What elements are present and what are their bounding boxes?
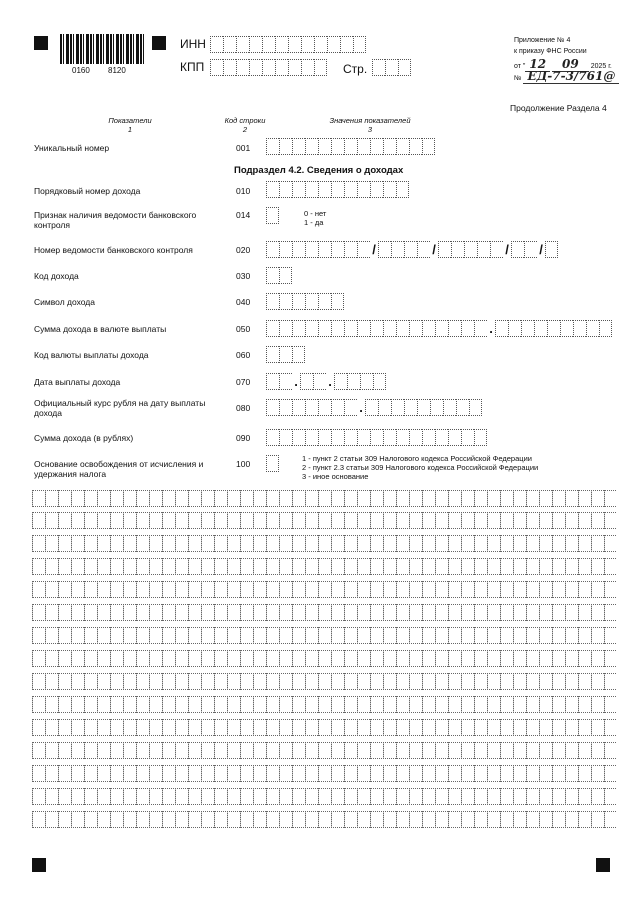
corner-marker-top-left bbox=[34, 36, 48, 50]
row-code-010: 010 bbox=[236, 186, 251, 196]
col-code: Код строки 2 bbox=[224, 116, 266, 134]
row-code-050: 050 bbox=[236, 324, 251, 334]
field-070[interactable]: . . bbox=[266, 373, 386, 390]
inn-label: ИНН bbox=[180, 37, 206, 51]
grid-row[interactable] bbox=[32, 650, 616, 667]
field-020[interactable]: / / / / bbox=[266, 241, 558, 258]
row-label-050: Сумма дохода в валюте выплаты bbox=[34, 324, 167, 334]
barcode bbox=[60, 34, 144, 64]
grid-row[interactable] bbox=[32, 673, 616, 690]
corner-marker-top-right bbox=[152, 36, 166, 50]
appendix-day: 12 bbox=[525, 57, 550, 72]
row-code-070: 070 bbox=[236, 377, 251, 387]
grid-row[interactable] bbox=[32, 604, 616, 621]
field-100[interactable] bbox=[266, 455, 279, 472]
field-090[interactable] bbox=[266, 429, 487, 446]
continuation-label: Продолжение Раздела 4 bbox=[510, 103, 607, 113]
appendix-line-2: к приказу ФНС России bbox=[514, 48, 587, 55]
row-code-020: 020 bbox=[236, 245, 251, 255]
grid-row[interactable] bbox=[32, 788, 616, 805]
row-code-060: 060 bbox=[236, 350, 251, 360]
grid-row[interactable] bbox=[32, 696, 616, 713]
field-050[interactable]: . bbox=[266, 320, 612, 337]
corner-marker-bottom-right bbox=[596, 858, 610, 872]
field-040[interactable] bbox=[266, 293, 344, 310]
inn-field[interactable] bbox=[210, 36, 366, 53]
note-100-2: 3 - иное основание bbox=[302, 472, 369, 481]
unique-number-field[interactable] bbox=[266, 138, 435, 155]
row-label-020: Номер ведомости банковского контроля bbox=[34, 245, 193, 255]
row-code-014: 014 bbox=[236, 210, 251, 220]
row-label-070: Дата выплаты дохода bbox=[34, 377, 121, 387]
field-080[interactable]: . bbox=[266, 399, 482, 416]
note-014-1: 1 - да bbox=[304, 218, 324, 227]
barcode-number-1: 0160 bbox=[72, 66, 90, 75]
row-label-090: Сумма дохода (в рублях) bbox=[34, 433, 134, 443]
row-label-100: Основание освобождения от исчисления и удержания налога bbox=[34, 459, 204, 479]
row-code-100: 100 bbox=[236, 459, 251, 469]
appendix-number: № ЕД-7-3/761@ bbox=[514, 69, 619, 83]
row-label-060: Код валюты выплаты дохода bbox=[34, 350, 149, 360]
grid-row[interactable] bbox=[32, 627, 616, 644]
grid-row[interactable] bbox=[32, 742, 616, 759]
row-label-010: Порядковый номер дохода bbox=[34, 186, 141, 196]
page-field[interactable] bbox=[372, 59, 411, 76]
row-code-040: 040 bbox=[236, 297, 251, 307]
row-label-030: Код дохода bbox=[34, 271, 79, 281]
page-label: Стр. bbox=[343, 62, 368, 76]
field-030[interactable] bbox=[266, 267, 292, 284]
appendix-month: 09 bbox=[552, 57, 589, 72]
barcode-number-2: 8120 bbox=[108, 66, 126, 75]
kpp-label: КПП bbox=[180, 60, 205, 74]
grid-row[interactable] bbox=[32, 512, 616, 529]
corner-marker-bottom-left bbox=[32, 858, 46, 872]
appendix-line-1: Приложение № 4 bbox=[514, 37, 571, 44]
row-label-014: Признак наличия ведомости банковского контроля bbox=[34, 210, 197, 230]
grid-row[interactable] bbox=[32, 719, 616, 736]
grid-row[interactable] bbox=[32, 558, 616, 575]
row-label-080: Официальный курс рубля на дату выплаты дохода bbox=[34, 398, 206, 418]
row-code-090: 090 bbox=[236, 433, 251, 443]
col-indicators: Показатели 1 bbox=[108, 116, 152, 134]
note-100-0: 1 - пункт 2 статьи 309 Налогового кодекса Российской Федерации bbox=[302, 454, 532, 463]
note-014-0: 0 - нет bbox=[304, 209, 327, 218]
col-values: Значения показателей 3 bbox=[329, 116, 411, 134]
appendix-date: от " 12 09 2025 г. bbox=[514, 57, 612, 71]
grid-row[interactable] bbox=[32, 811, 616, 828]
kpp-field[interactable] bbox=[210, 59, 327, 76]
row-code-080: 080 bbox=[236, 403, 251, 413]
field-014[interactable] bbox=[266, 207, 279, 224]
subsection-title: Подраздел 4.2. Сведения о доходах bbox=[234, 165, 404, 176]
grid-row[interactable] bbox=[32, 765, 616, 782]
unique-number-code: 001 bbox=[236, 143, 251, 153]
grid-row[interactable] bbox=[32, 490, 616, 507]
row-label-040: Символ дохода bbox=[34, 297, 95, 307]
field-010[interactable] bbox=[266, 181, 409, 198]
grid-row[interactable] bbox=[32, 581, 616, 598]
grid-row[interactable] bbox=[32, 535, 616, 552]
row-code-030: 030 bbox=[236, 271, 251, 281]
field-060[interactable] bbox=[266, 346, 305, 363]
unique-number-label: Уникальный номер bbox=[34, 143, 110, 153]
note-100-1: 2 - пункт 2.3 статьи 309 Налогового кодекса Российской Федерации bbox=[302, 463, 539, 472]
